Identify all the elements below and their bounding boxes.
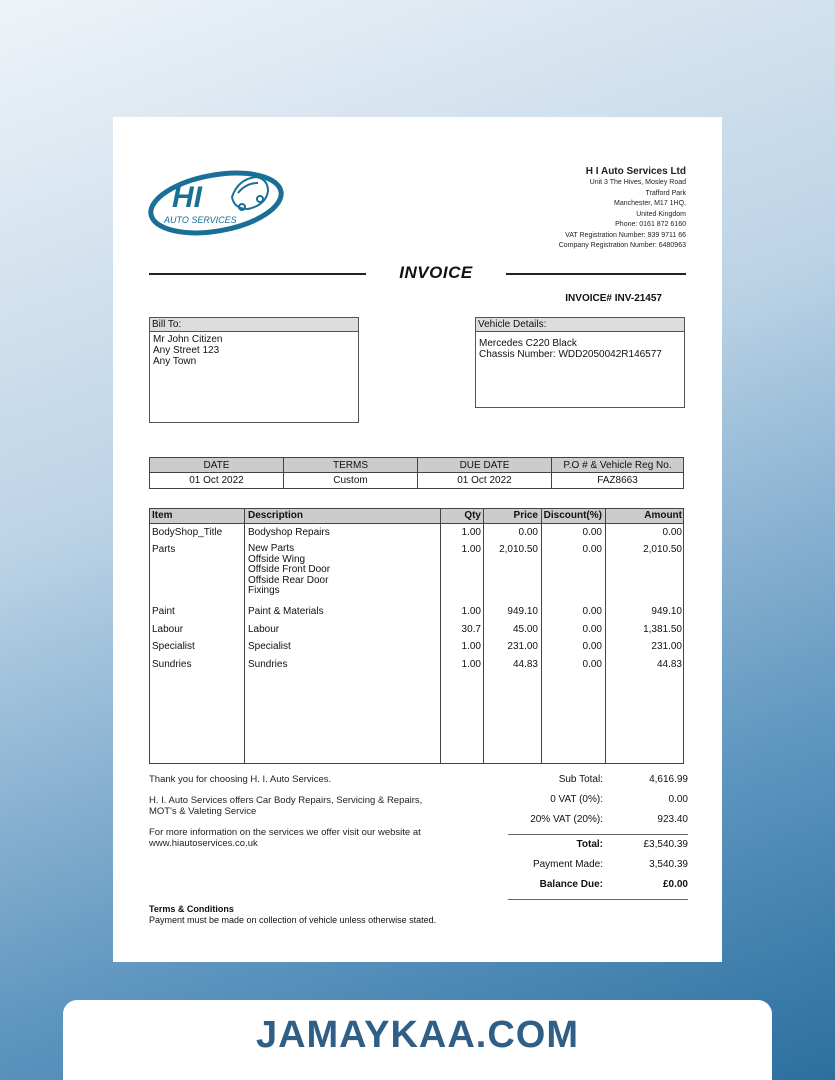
balance-value: £0.00	[662, 879, 688, 890]
items-header-row	[150, 509, 683, 524]
vat20-row	[508, 814, 688, 835]
header-description: Description	[248, 510, 304, 521]
company-details	[559, 165, 686, 252]
item-description	[248, 544, 330, 597]
meta-header-due-date: DUE DATE	[418, 458, 552, 473]
item-qty: 1.00	[461, 527, 481, 538]
item-description: Bodyshop Repairs	[248, 527, 330, 538]
company-registration: Company Registration Number: 6480963	[558, 242, 686, 249]
watermark-site-name: JAMAYKAA.COM	[255, 1014, 580, 1056]
item-name: Parts	[152, 544, 176, 555]
bill-to-line: Any Town	[153, 356, 197, 367]
total-label: Total:	[576, 839, 603, 850]
item-price: 231.00	[507, 641, 538, 652]
terms-text: Payment must be made on collection of vehicle unless otherwise stated.	[149, 914, 437, 925]
services-note: H. I. Auto Services offers Car Body Repairs, Servicing & Repairs, MOT's & Valeting Service	[149, 795, 423, 817]
totals-block	[508, 774, 688, 900]
item-amount: 0.00	[662, 527, 682, 538]
more-info-note: For more information on the services we offer visit our website at www.hiautoservices.co.uk	[149, 827, 421, 849]
balance-label: Balance Due:	[539, 879, 603, 890]
meta-terms: Custom	[284, 473, 418, 489]
payment-row	[508, 859, 688, 879]
item-description: Paint & Materials	[248, 606, 324, 617]
vat0-row	[508, 794, 688, 814]
payment-label: Payment Made:	[532, 859, 603, 870]
sub-total-value: 4,616.99	[649, 774, 688, 785]
item-discount: 0.00	[582, 659, 602, 670]
vat0-value: 0.00	[668, 794, 688, 805]
item-amount: 1,381.50	[643, 624, 682, 635]
item-amount: 44.83	[656, 659, 682, 670]
company-logo	[146, 167, 286, 237]
title-rule-left	[149, 273, 366, 275]
meta-date: 01 Oct 2022	[150, 473, 284, 489]
sub-total-label: Sub Total:	[558, 774, 603, 785]
item-description: Specialist	[248, 641, 291, 652]
balance-row	[508, 879, 688, 900]
invoice-meta-table	[149, 457, 684, 489]
col-divider	[244, 509, 245, 763]
item-price: 2,010.50	[499, 544, 538, 555]
address-line: Trafford Park	[645, 189, 686, 197]
description-line: Offside Front Door	[248, 564, 331, 575]
description-line: Offside Rear Door	[248, 574, 329, 586]
vat20-value: 923.40	[657, 814, 688, 825]
item-description: Sundries	[248, 659, 288, 670]
header-amount: Amount	[644, 510, 682, 521]
bill-to-line: Mr John Citizen	[153, 334, 223, 345]
meta-po: FAZ8663	[552, 473, 684, 489]
invoice-number: INVOICE# INV-21457	[565, 293, 662, 304]
item-amount: 949.10	[651, 606, 682, 617]
payment-value: 3,540.39	[649, 859, 688, 870]
item-price: 0.00	[518, 527, 538, 538]
item-name: Specialist	[152, 641, 195, 652]
meta-header-terms: TERMS	[284, 458, 418, 473]
invoice-notes	[149, 774, 429, 859]
watermark-band	[63, 1000, 772, 1080]
item-price: 45.00	[512, 624, 538, 635]
item-qty: 1.00	[461, 606, 481, 617]
bill-to-line: Any Street 123	[153, 345, 220, 356]
invoice-page	[113, 117, 722, 962]
item-price: 949.10	[507, 606, 538, 617]
logo-sub-text: AUTO SERVICES	[164, 215, 237, 225]
title-rule-right	[506, 273, 686, 275]
address-line: United Kingdom	[636, 210, 686, 218]
sub-total-row	[508, 774, 688, 794]
header-item: Item	[152, 510, 173, 521]
bill-to-header: Bill To:	[150, 318, 358, 332]
description-line: New Parts	[248, 543, 295, 554]
company-phone: Phone: 0161 872 6160	[615, 221, 686, 228]
item-name: Paint	[152, 606, 175, 617]
vehicle-details-header: Vehicle Details:	[476, 318, 684, 332]
item-amount: 231.00	[651, 641, 682, 652]
item-qty: 1.00	[461, 659, 481, 670]
meta-header-po: P.O # & Vehicle Reg No.	[552, 458, 684, 473]
item-discount: 0.00	[582, 624, 602, 635]
meta-header-date: DATE	[150, 458, 284, 473]
item-qty: 1.00	[461, 544, 481, 555]
item-qty: 1.00	[461, 641, 481, 652]
item-qty: 30.7	[461, 624, 481, 635]
header-discount: Discount(%)	[543, 510, 602, 521]
item-discount: 0.00	[582, 641, 602, 652]
vehicle-details-box	[475, 317, 685, 408]
terms-section	[149, 904, 436, 925]
invoice-title: INVOICE	[399, 263, 473, 282]
bill-to-box	[149, 317, 359, 423]
item-name: Labour	[152, 624, 184, 635]
item-discount: 0.00	[582, 606, 602, 617]
item-name: Sundries	[152, 659, 192, 670]
header-price: Price	[513, 510, 538, 521]
address-line: Unit 3 The Hives, Mosley Road	[589, 179, 686, 186]
vat20-label: 20% VAT (20%):	[530, 814, 603, 825]
vehicle-line: Mercedes C220 Black	[479, 338, 577, 349]
item-price: 44.83	[512, 659, 538, 670]
vehicle-line: Chassis Number: WDD2050042R146577	[479, 349, 662, 360]
item-amount: 2,010.50	[643, 544, 682, 555]
thank-you-note: Thank you for choosing H. I. Auto Services.	[149, 774, 332, 785]
meta-due-date: 01 Oct 2022	[418, 473, 552, 489]
company-name: H I Auto Services Ltd	[585, 166, 686, 177]
item-description: Labour	[248, 624, 280, 635]
logo-main-text: HI	[172, 181, 202, 214]
header-qty: Qty	[464, 510, 481, 521]
item-discount: 0.00	[582, 544, 602, 555]
total-row	[508, 839, 688, 859]
vat-registration: VAT Registration Number: 939 9711 66	[565, 231, 686, 239]
terms-title: Terms & Conditions	[149, 904, 234, 914]
total-value: £3,540.39	[643, 839, 688, 850]
description-line: Fixings	[248, 585, 280, 596]
address-line: Manchester, M17 1HQ,	[614, 200, 686, 207]
invoice-title-bar	[149, 263, 686, 283]
vat0-label: 0 VAT (0%):	[550, 794, 603, 805]
line-items-table	[149, 508, 684, 764]
description-line: Offside Wing	[248, 553, 306, 565]
item-name: BodyShop_Title	[152, 527, 223, 538]
item-discount: 0.00	[582, 527, 602, 538]
